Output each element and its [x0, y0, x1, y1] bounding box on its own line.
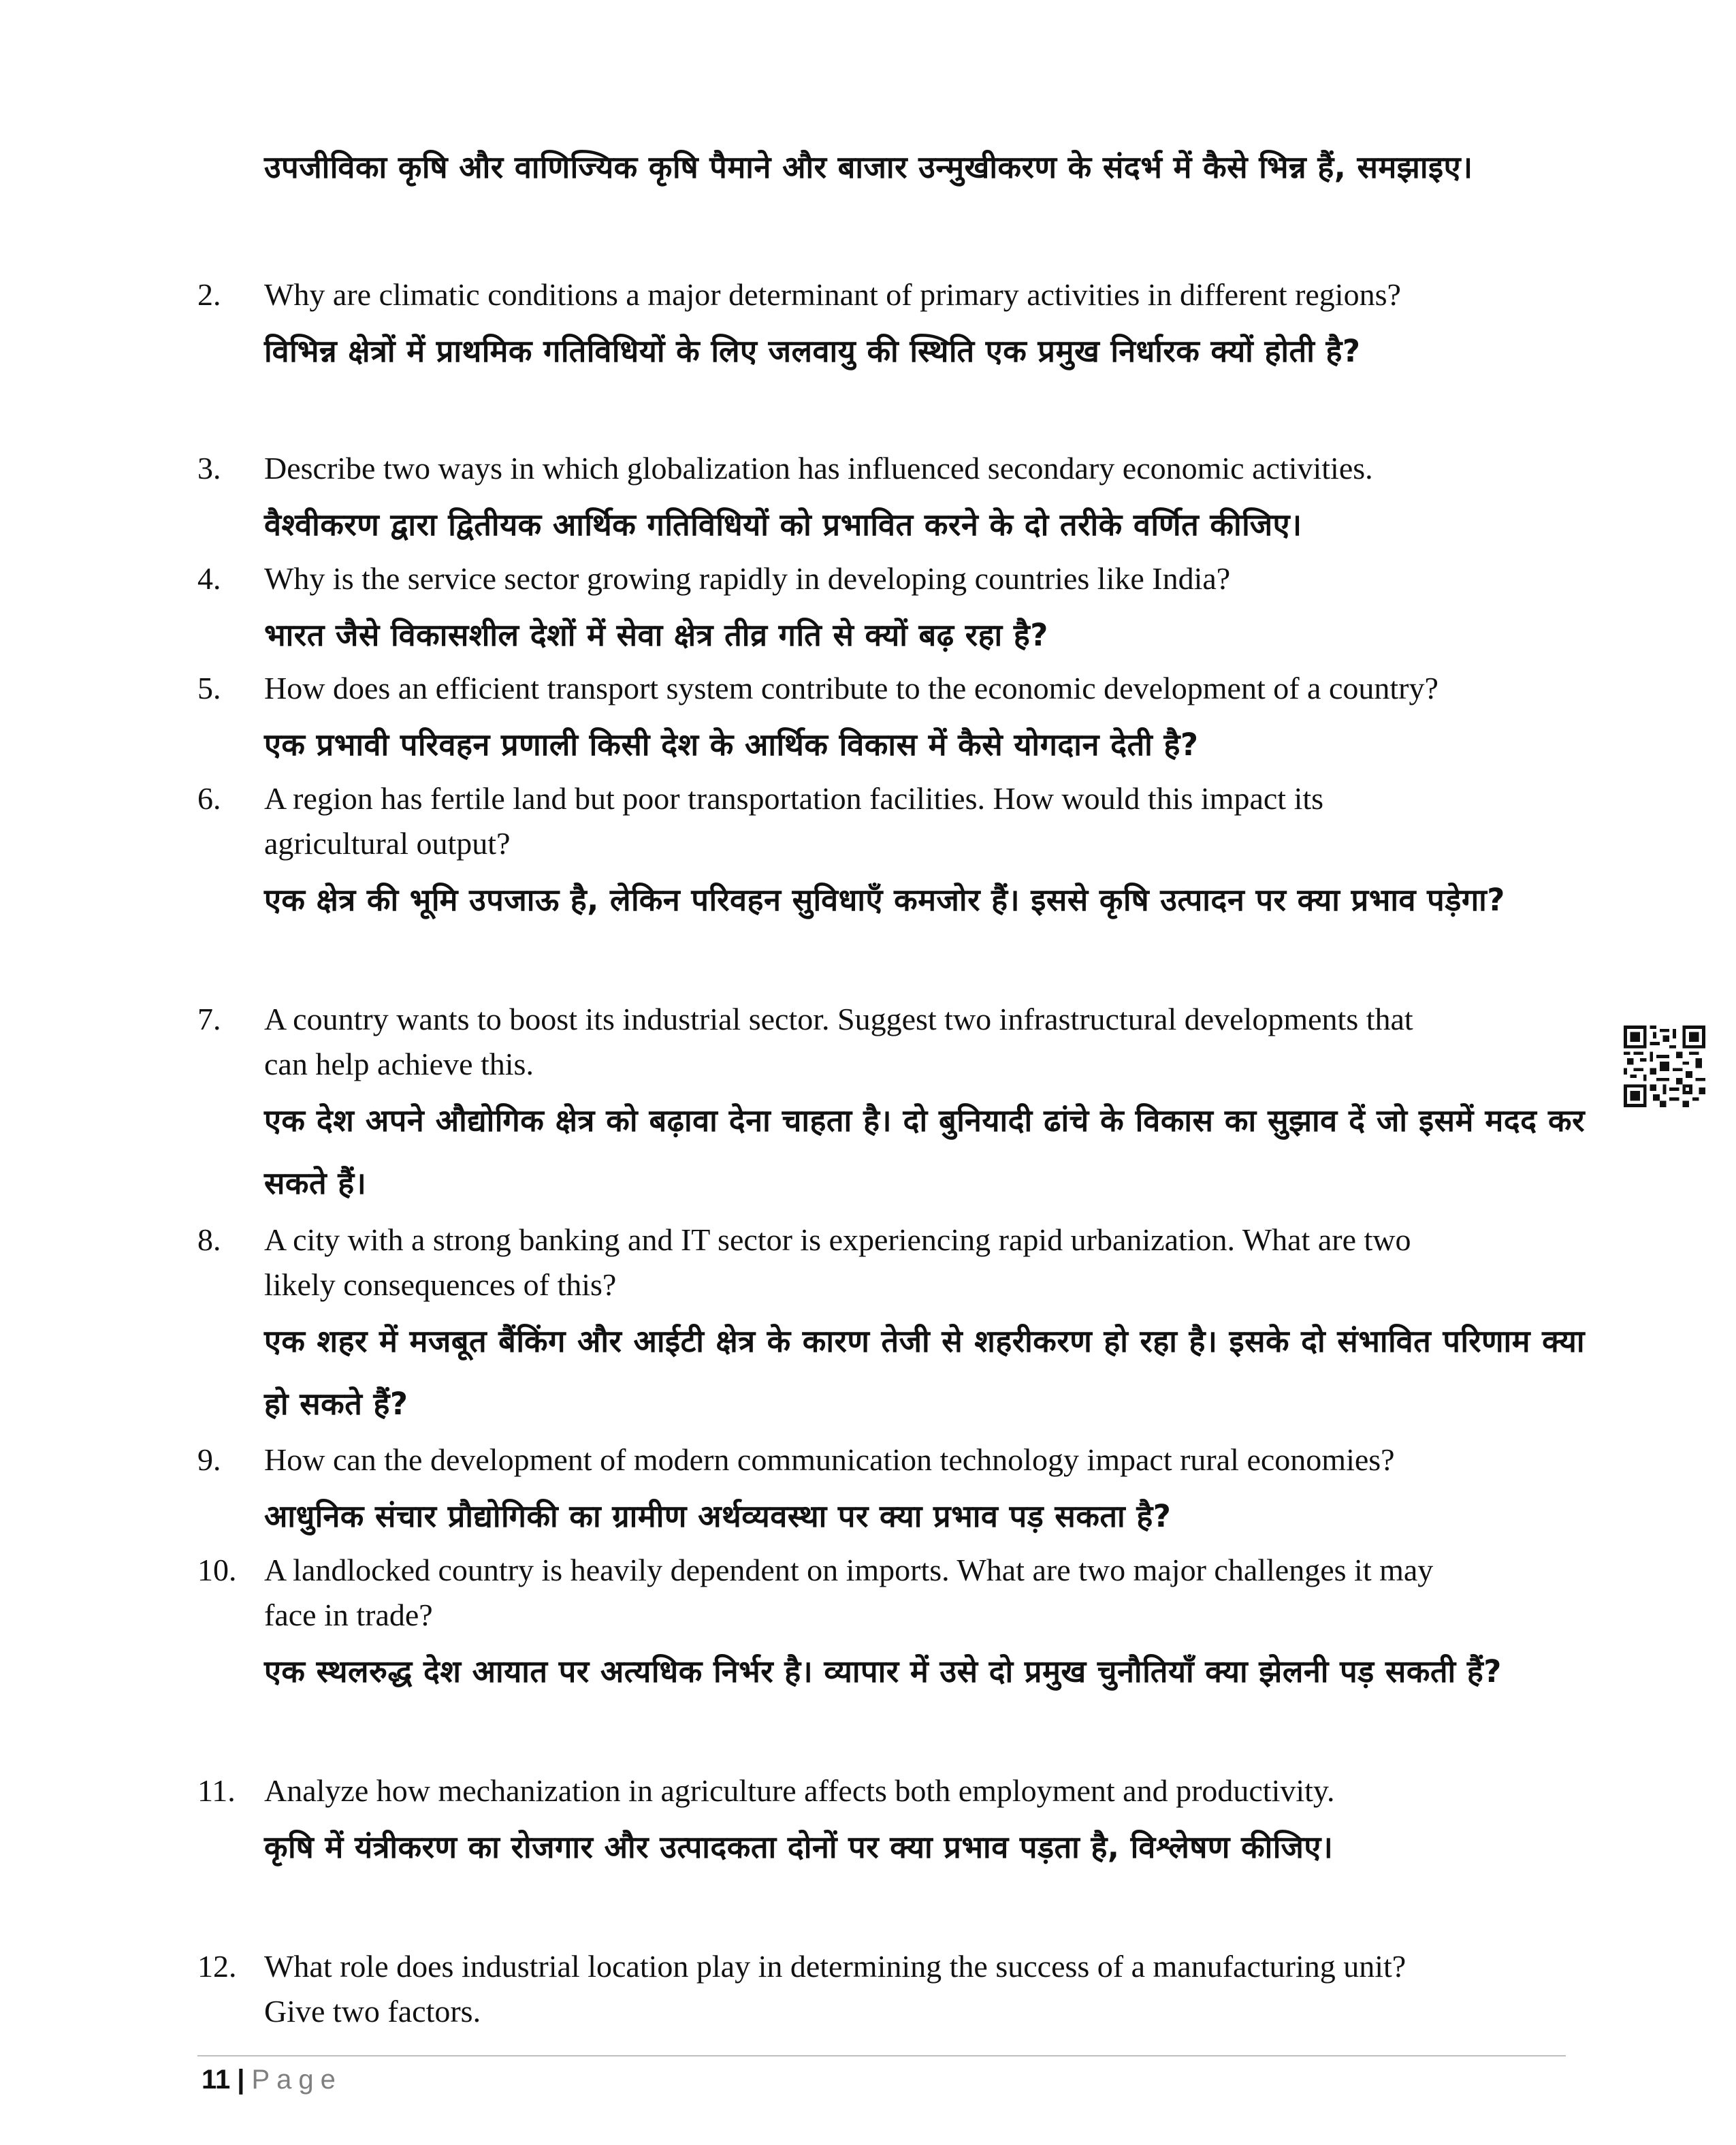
- qr-code-icon[interactable]: [1624, 1026, 1705, 1107]
- question-english: A country wants to boost its industrial sector. Suggest two infrastructural developments that can help achieve this.: [264, 1002, 1413, 1081]
- question-number: 12.: [197, 1949, 237, 1984]
- question-12: [197, 1944, 1566, 2034]
- question-hindi: एक स्थलरुद्ध देश आयात पर अत्यधिक निर्भर है। व्यापार में उसे दो प्रमुख चुनौतियाँ क्या झेलनी पड़ सकती हैं?: [264, 1653, 1502, 1689]
- footer-divider: [197, 2055, 1566, 2056]
- question-number: 4.: [197, 561, 221, 596]
- question-english: A landlocked country is heavily dependent on imports. What are two major challenges it may face in trade?: [264, 1553, 1434, 1632]
- question-number: 11.: [197, 1773, 236, 1808]
- question-7: [197, 997, 1585, 1215]
- question-4: [197, 556, 1566, 667]
- question-number: 9.: [197, 1442, 221, 1477]
- question-english: Describe two ways in which globalization has influenced secondary economic activities.: [264, 451, 1373, 486]
- page-number: 11: [202, 2065, 231, 2095]
- question-hindi: भारत जैसे विकासशील देशों में सेवा क्षेत्र तीव्र गति से क्यों बढ़ रहा है?: [264, 617, 1048, 653]
- question-english: A region has fertile land but poor transportation facilities. How would this impact its agricultural output?: [264, 781, 1324, 861]
- page-label: Page: [251, 2065, 342, 2095]
- question-english: What role does industrial location play in determining the success of a manufacturing unit? Give two factors.: [264, 1949, 1407, 2029]
- question-english: Analyze how mechanization in agriculture affects both employment and productivity.: [264, 1773, 1335, 1808]
- question-8: [197, 1218, 1585, 1435]
- question-2: [197, 272, 1566, 383]
- question-number: 2.: [197, 277, 221, 312]
- question-hindi: वैश्वीकरण द्वारा द्वितीयक आर्थिक गतिविधियों को प्रभावित करने के दो तरीके वर्णित कीजिए।: [264, 507, 1302, 543]
- question-number: 5.: [197, 671, 221, 705]
- question-10: [197, 1548, 1566, 1703]
- question-hindi: कृषि में यंत्रीकरण का रोजगार और उत्पादकता दोनों पर क्या प्रभाव पड़ता है, विश्लेषण कीजिए।: [264, 1829, 1334, 1865]
- question-6: [197, 776, 1566, 932]
- question-hindi: एक देश अपने औद्योगिक क्षेत्र को बढ़ावा देना चाहता है। दो बुनियादी ढांचे के विकास का सुझाव दें जो इसमें मदद कर सकते हैं।: [264, 1102, 1585, 1201]
- question-hindi: आधुनिक संचार प्रौद्योगिकी का ग्रामीण अर्थव्यवस्था पर क्या प्रभाव पड़ सकता है?: [264, 1498, 1172, 1534]
- page-footer: [202, 2062, 342, 2097]
- question-number: 3.: [197, 451, 221, 486]
- footer-separator: |: [237, 2065, 245, 2095]
- question-number: 8.: [197, 1222, 221, 1257]
- question-1-hindi-continuation: उपजीविका कृषि और वाणिज्यिक कृषि पैमाने और बाजार उन्मुखीकरण के संदर्भ में कैसे भिन्न हैं, समझाइए।: [264, 149, 1473, 185]
- question-english: How does an efficient transport system contribute to the economic development of a country?: [264, 671, 1438, 705]
- question-hindi: विभिन्न क्षेत्रों में प्राथमिक गतिविधियों के लिए जलवायु की स्थिति एक प्रमुख निर्धारक क्यों होती है?: [264, 333, 1361, 369]
- question-hindi: एक क्षेत्र की भूमि उपजाऊ है, लेकिन परिवहन सुविधाएँ कमजोर हैं। इससे कृषि उत्पादन पर क्या प्रभाव पड़ेगा?: [264, 882, 1505, 918]
- question-number: 10.: [197, 1553, 237, 1587]
- question-9: [197, 1437, 1566, 1548]
- question-11: [197, 1768, 1566, 1879]
- question-english: A city with a strong banking and IT sector is experiencing rapid urbanization. What are two likely consequences of this?: [264, 1222, 1411, 1302]
- question-number: 6.: [197, 781, 221, 816]
- question-english: Why is the service sector growing rapidly in developing countries like India?: [264, 561, 1231, 596]
- question-5: [197, 666, 1566, 776]
- question-english: How can the development of modern communication technology impact rural economies?: [264, 1442, 1395, 1477]
- question-hindi: एक प्रभावी परिवहन प्रणाली किसी देश के आर्थिक विकास में कैसे योगदान देती है?: [264, 727, 1199, 763]
- question-number: 7.: [197, 1002, 221, 1036]
- question-3: [197, 446, 1566, 556]
- question-english: Why are climatic conditions a major determinant of primary activities in different regions?: [264, 277, 1401, 312]
- question-hindi: एक शहर में मजबूत बैंकिंग और आईटी क्षेत्र के कारण तेजी से शहरीकरण हो रहा है। इसके दो संभावित परिणाम क्या हो सकते हैं?: [264, 1323, 1585, 1422]
